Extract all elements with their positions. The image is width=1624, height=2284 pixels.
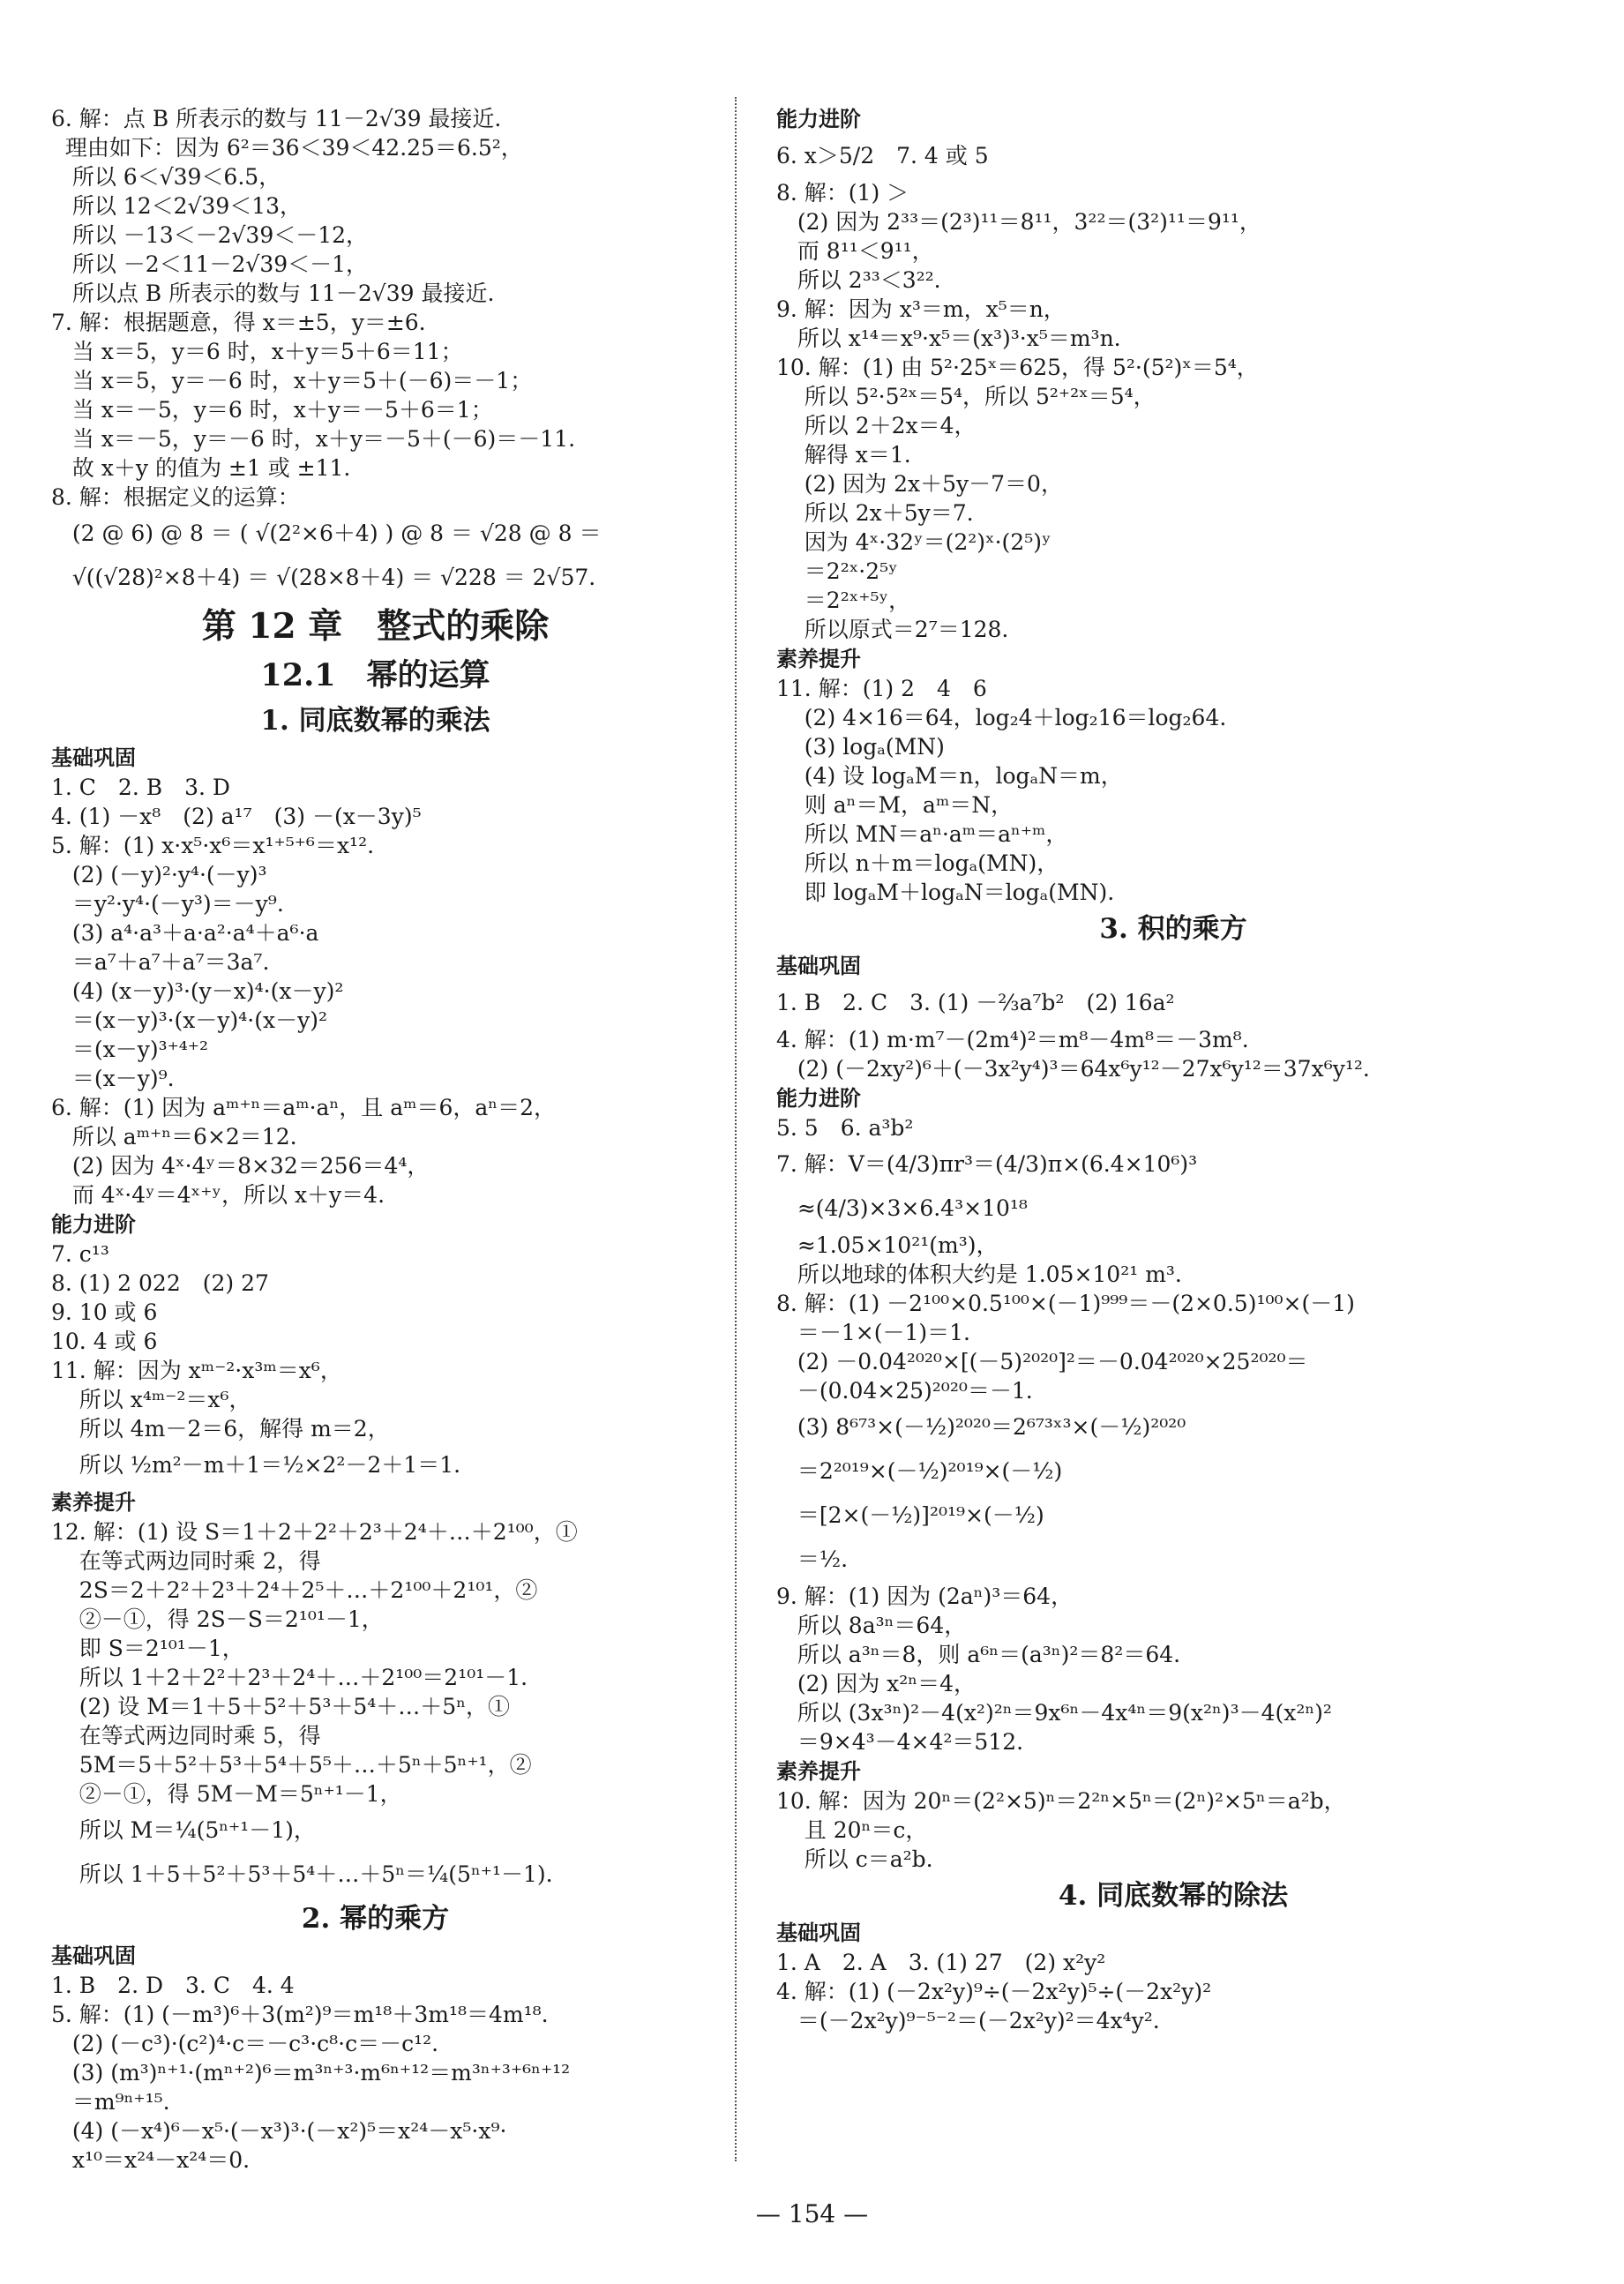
answer-line: 当 x＝5，y＝6 时，x＋y＝5＋6＝11； <box>51 339 463 364</box>
answer-line: 理由如下：因为 6²＝36＜39＜42.25＝6.5²， <box>51 135 523 161</box>
subsection-title: 1. 同底数幂的乘法 <box>260 705 490 737</box>
answer-line: (3) logₐ(MN) <box>776 734 945 760</box>
answer-line: 所以 5²·5²ˣ＝5⁴，所以 5²⁺²ˣ＝5⁴， <box>776 384 1156 409</box>
right-column <box>776 104 1570 2035</box>
category-heading: 素养提升 <box>776 647 861 671</box>
answer-line: 6. x＞5/2 7. 4 或 5 <box>776 143 989 168</box>
answer-line: ＝m⁹ⁿ⁺¹⁵. <box>51 2089 170 2115</box>
category-heading: 素养提升 <box>776 1759 861 1784</box>
answer-line: 9. 10 或 6 <box>51 1299 158 1325</box>
answer-line: ＝2²ˣ·2⁵ʸ <box>776 558 898 584</box>
answer-line: 1. A 2. A 3. (1) 27 (2) x²y² <box>776 1950 1106 1975</box>
answer-line: (2) 设 M＝1＋5＋5²＋5³＋5⁴＋…＋5ⁿ，① <box>51 1694 511 1719</box>
answer-line: 11. 解：因为 xᵐ⁻²·x³ᵐ＝x⁶， <box>51 1358 342 1383</box>
answer-line: (2) 因为 2x＋5y－7＝0， <box>776 471 1063 497</box>
answer-line: 所以 2³³＜3²². <box>776 267 941 293</box>
answer-line: 解得 x＝1. <box>776 442 911 468</box>
answer-line: (2) 因为 4ˣ·4ʸ＝8×32＝256＝4⁴， <box>51 1153 430 1179</box>
answer-line: (2 @ 6) @ 8 ＝ ( √(2²×6＋4) ) @ 8 ＝ √28 @ 8 ＝ <box>51 520 602 546</box>
answer-line: ＝2²ˣ⁺⁵ʸ， <box>776 588 911 613</box>
answer-line: ≈(4/3)×3×6.4³×10¹⁸ <box>776 1195 1028 1221</box>
answer-line: 所以 x¹⁴＝x⁹·x⁵＝(x³)³·x⁵＝m³n. <box>776 326 1121 351</box>
answer-line: 在等式两边同时乘 2，得 <box>51 1548 321 1574</box>
answer-line: ＝a⁷＋a⁷＋a⁷＝3a⁷. <box>51 949 270 975</box>
answer-line: －(0.04×25)²⁰²⁰＝－1. <box>776 1378 1033 1404</box>
answer-line: 所以 MN＝aⁿ·aᵐ＝aⁿ⁺ᵐ， <box>776 821 1068 847</box>
answer-line: 所以 n＋m＝logₐ(MN)， <box>776 850 1059 876</box>
answer-line: 即 S＝2¹⁰¹－1， <box>51 1636 244 1661</box>
answer-line: 当 x＝－5，y＝－6 时，x＋y＝－5＋(－6)＝－11. <box>51 426 576 452</box>
answer-line: 所以 aᵐ⁺ⁿ＝6×2＝12. <box>51 1124 297 1149</box>
answer-line: (3) a⁴·a³＋a·a²·a⁴＋a⁶·a <box>51 920 319 946</box>
subsection-title: 2. 幂的乘方 <box>301 1903 450 1935</box>
answer-line: ＝½. <box>776 1546 849 1572</box>
answer-line: ＝(－2x²y)⁹⁻⁵⁻²＝(－2x²y)²＝4x⁴y². <box>776 2008 1160 2033</box>
answer-line: 所以 c＝a²b. <box>776 1846 933 1872</box>
answer-line: 1. B 2. D 3. C 4. 4 <box>51 1973 295 1998</box>
answer-line: ＝(x－y)³·(x－y)⁴·(x－y)² <box>51 1007 327 1033</box>
left-column <box>51 104 700 2175</box>
answer-line: ≈1.05×10²¹(m³)， <box>776 1232 999 1258</box>
answer-line: 6. 解：点 B 所表示的数与 11－2√39 最接近. <box>51 106 502 131</box>
answer-line: 10. 4 或 6 <box>51 1329 158 1354</box>
category-heading: 基础巩固 <box>776 1921 861 1945</box>
answer-line: √((√28)²×8＋4) ＝ √(28×8＋4) ＝ √228 ＝ 2√57. <box>51 565 596 590</box>
answer-line: 2S＝2＋2²＋2³＋2⁴＋2⁵＋…＋2¹⁰⁰＋2¹⁰¹，② <box>51 1577 538 1603</box>
answer-line: 6. 解：(1) 因为 aᵐ⁺ⁿ＝aᵐ·aⁿ，且 aᵐ＝6，aⁿ＝2， <box>51 1095 556 1120</box>
answer-line: 9. 解：(1) 因为 (2aⁿ)³＝64， <box>776 1584 1074 1609</box>
answer-line: 10. 解：(1) 由 5²·25ˣ＝625，得 5²·(5²)ˣ＝5⁴， <box>776 355 1259 380</box>
answer-line: 当 x＝－5，y＝6 时，x＋y＝－5＋6＝1； <box>51 397 493 423</box>
answer-line: 故 x＋y 的值为 ±1 或 ±11. <box>51 455 351 481</box>
answer-line: ＝(x－y)³⁺⁴⁺² <box>51 1037 209 1062</box>
answer-line: 所以 M＝¼(5ⁿ⁺¹－1)， <box>51 1817 316 1843</box>
answer-line: 所以 －2＜11－2√39＜－1， <box>51 251 369 277</box>
answer-line: (4) 设 logₐM＝n，logₐN＝m， <box>776 763 1123 789</box>
answer-line: 所以 －13＜－2√39＜－12， <box>51 222 369 248</box>
answer-line: 8. 解：根据定义的运算： <box>51 484 300 510</box>
answer-line: 12. 解：(1) 设 S＝1＋2＋2²＋2³＋2⁴＋…＋2¹⁰⁰，① <box>51 1519 578 1545</box>
answer-line: 而 8¹¹＜9¹¹， <box>776 238 934 264</box>
answer-line: 7. 解：根据题意，得 x＝±5，y＝±6. <box>51 310 426 335</box>
answer-line: 7. c¹³ <box>51 1241 109 1267</box>
answer-line: 11. 解：(1) 2 4 6 <box>776 676 987 701</box>
category-heading: 素养提升 <box>51 1490 136 1515</box>
answer-line: 且 20ⁿ＝c， <box>776 1817 928 1843</box>
answer-line: x¹⁰＝x²⁴－x²⁴＝0. <box>51 2147 251 2173</box>
answer-line: 所以 12＜2√39＜13， <box>51 193 303 219</box>
answer-line: ＝(x－y)⁹. <box>51 1066 175 1091</box>
answer-line: 5. 解：(1) (－m³)⁶＋3(m²)⁹＝m¹⁸＋3m¹⁸＝4m¹⁸. <box>51 2002 549 2027</box>
answer-line: 1. B 2. C 3. (1) －⅔a⁷b² (2) 16a² <box>776 990 1175 1015</box>
answer-line: (2) (－y)²·y⁴·(－y)³ <box>51 862 267 887</box>
answer-line: 5. 5 6. a³b² <box>776 1115 914 1141</box>
answer-line: 所以地球的体积大约是 1.05×10²¹ m³. <box>776 1262 1182 1287</box>
answer-line: 而 4ˣ·4ʸ＝4ˣ⁺ʸ，所以 x＋y＝4. <box>51 1182 385 1208</box>
chapter-title: 第 12 章 整式的乘除 <box>201 606 550 647</box>
subsection-title: 3. 积的乘方 <box>1099 913 1247 945</box>
answer-line: 所以 4m－2＝6，解得 m＝2， <box>51 1416 390 1442</box>
answer-line: 1. C 2. B 3. D <box>51 775 230 800</box>
category-heading: 能力进阶 <box>776 1086 861 1111</box>
answer-line: 所以 1＋2＋2²＋2³＋2⁴＋…＋2¹⁰⁰＝2¹⁰¹－1. <box>51 1665 528 1690</box>
category-heading: 能力进阶 <box>51 1212 136 1237</box>
answer-line: 4. 解：(1) m·m⁷－(2m⁴)²＝m⁸－4m⁸＝－3m⁸. <box>776 1027 1249 1052</box>
answer-line: (2) (－2xy²)⁶＋(－3x²y⁴)³＝64x⁶y¹²－27x⁶y¹²＝37x⁶y¹². <box>776 1056 1370 1082</box>
answer-line: ＝2²⁰¹⁹×(－½)²⁰¹⁹×(－½) <box>776 1458 1063 1484</box>
answer-line: ＝y²·y⁴·(－y³)＝－y⁹. <box>51 891 284 917</box>
answer-line: 5. 解：(1) x·x⁵·x⁶＝x¹⁺⁵⁺⁶＝x¹². <box>51 833 375 858</box>
answer-line: 所以 (3x³ⁿ)²－4(x²)²ⁿ＝9x⁶ⁿ－4x⁴ⁿ＝9(x²ⁿ)³－4(x²ⁿ)² <box>776 1700 1332 1726</box>
answer-line: 4. (1) －x⁸ (2) a¹⁷ (3) －(x－3y)⁵ <box>51 804 422 829</box>
answer-line: 即 logₐM＋logₐN＝logₐ(MN). <box>776 880 1115 905</box>
answer-line: 所以 2＋2x＝4， <box>776 413 977 438</box>
answer-line: 8. 解：(1) －2¹⁰⁰×0.5¹⁰⁰×(－1)⁹⁹⁹＝－(2×0.5)¹⁰⁰×(－1) <box>776 1291 1355 1316</box>
answer-line: ②－①，得 5M－M＝5ⁿ⁺¹－1， <box>51 1781 402 1807</box>
answer-line: 所以 8a³ⁿ＝64， <box>776 1613 967 1638</box>
answer-line: 7. 解：V＝(4/3)πr³＝(4/3)π×(6.4×10⁶)³ <box>776 1151 1198 1177</box>
answer-line: 所以 6＜√39＜6.5， <box>51 164 281 190</box>
column-divider <box>735 97 737 2161</box>
category-heading: 基础巩固 <box>51 1943 136 1968</box>
answer-line: (2) 因为 x²ⁿ＝4， <box>776 1671 976 1696</box>
page-number: — 154 — <box>755 2199 869 2228</box>
answer-line: (2) (－c³)·(c²)⁴·c＝－c³·c⁸·c＝－c¹². <box>51 2031 439 2056</box>
answer-line: 所以 a³ⁿ＝8，则 a⁶ⁿ＝(a³ⁿ)²＝8²＝64. <box>776 1642 1181 1667</box>
answer-line: 所以点 B 所表示的数与 11－2√39 最接近. <box>51 281 495 306</box>
answer-line: (2) 4×16＝64，log₂4＋log₂16＝log₂64. <box>776 705 1227 730</box>
answer-line: (4) (x－y)³·(y－x)⁴·(x－y)² <box>51 978 344 1004</box>
subsection-title: 4. 同底数幂的除法 <box>1058 1880 1289 1912</box>
answer-line: ＝[2×(－½)]²⁰¹⁹×(－½) <box>776 1502 1044 1528</box>
answer-line: ＝－1×(－1)＝1. <box>776 1320 970 1345</box>
answer-line: (4) (－x⁴)⁶－x⁵·(－x³)³·(－x²)⁵＝x²⁴－x⁵·x⁹· <box>51 2118 507 2144</box>
answer-line: ＝9×4³－4×4²＝512. <box>776 1729 1024 1755</box>
answer-line: (3) 8⁶⁷³×(－½)²⁰²⁰＝2⁶⁷³ˣ³×(－½)²⁰²⁰ <box>776 1414 1186 1440</box>
answer-line: 4. 解：(1) (－2x²y)⁹÷(－2x²y)⁵÷(－2x²y)² <box>776 1979 1212 2004</box>
answer-line: 所以 1＋5＋5²＋5³＋5⁴＋…＋5ⁿ＝¼(5ⁿ⁺¹－1). <box>51 1861 553 1887</box>
answer-line: ②－①，得 2S－S＝2¹⁰¹－1， <box>51 1606 384 1632</box>
answer-line: 因为 4ˣ·32ʸ＝(2²)ˣ·(2⁵)ʸ <box>776 529 1051 555</box>
category-heading: 基础巩固 <box>776 954 861 978</box>
answer-line: (3) (m³)ⁿ⁺¹·(mⁿ⁺²)⁶＝m³ⁿ⁺³·m⁶ⁿ⁺¹²＝m³ⁿ⁺³⁺⁶ⁿ⁺¹² <box>51 2060 571 2086</box>
answer-line: 在等式两边同时乘 5，得 <box>51 1723 321 1749</box>
answer-line: 8. (1) 2 022 (2) 27 <box>51 1270 269 1296</box>
category-heading: 基础巩固 <box>51 745 136 770</box>
answer-line: 则 aⁿ＝M，aᵐ＝N， <box>776 792 1014 818</box>
answer-line: 所以原式＝2⁷＝128. <box>776 617 1009 642</box>
answer-line: (2) －0.04²⁰²⁰×[(－5)²⁰²⁰]²＝－0.04²⁰²⁰×25²⁰²⁰＝ <box>776 1349 1308 1374</box>
answer-line: 5M＝5＋5²＋5³＋5⁴＋5⁵＋…＋5ⁿ＋5ⁿ⁺¹，② <box>51 1752 532 1778</box>
answer-line: 所以 x⁴ᵐ⁻²＝x⁶， <box>51 1387 251 1412</box>
category-heading: 能力进阶 <box>776 107 861 131</box>
answer-line: 9. 解：因为 x³＝m，x⁵＝n， <box>776 296 1066 322</box>
answer-line: 所以 2x＋5y＝7. <box>776 500 974 526</box>
answer-line: 所以 ½m²－m＋1＝½×2²－2＋1＝1. <box>51 1452 461 1478</box>
answer-line: 10. 解：因为 20ⁿ＝(2²×5)ⁿ＝2²ⁿ×5ⁿ＝(2ⁿ)²×5ⁿ＝a²b， <box>776 1788 1346 1814</box>
answer-line: (2) 因为 2³³＝(2³)¹¹＝8¹¹，3²²＝(3²)¹¹＝9¹¹， <box>776 209 1261 235</box>
answer-line: 8. 解：(1) ＞ <box>776 180 909 206</box>
answer-line: 当 x＝5，y＝－6 时，x＋y＝5＋(－6)＝－1； <box>51 368 533 393</box>
section-title: 12.1 幂的运算 <box>260 657 490 693</box>
